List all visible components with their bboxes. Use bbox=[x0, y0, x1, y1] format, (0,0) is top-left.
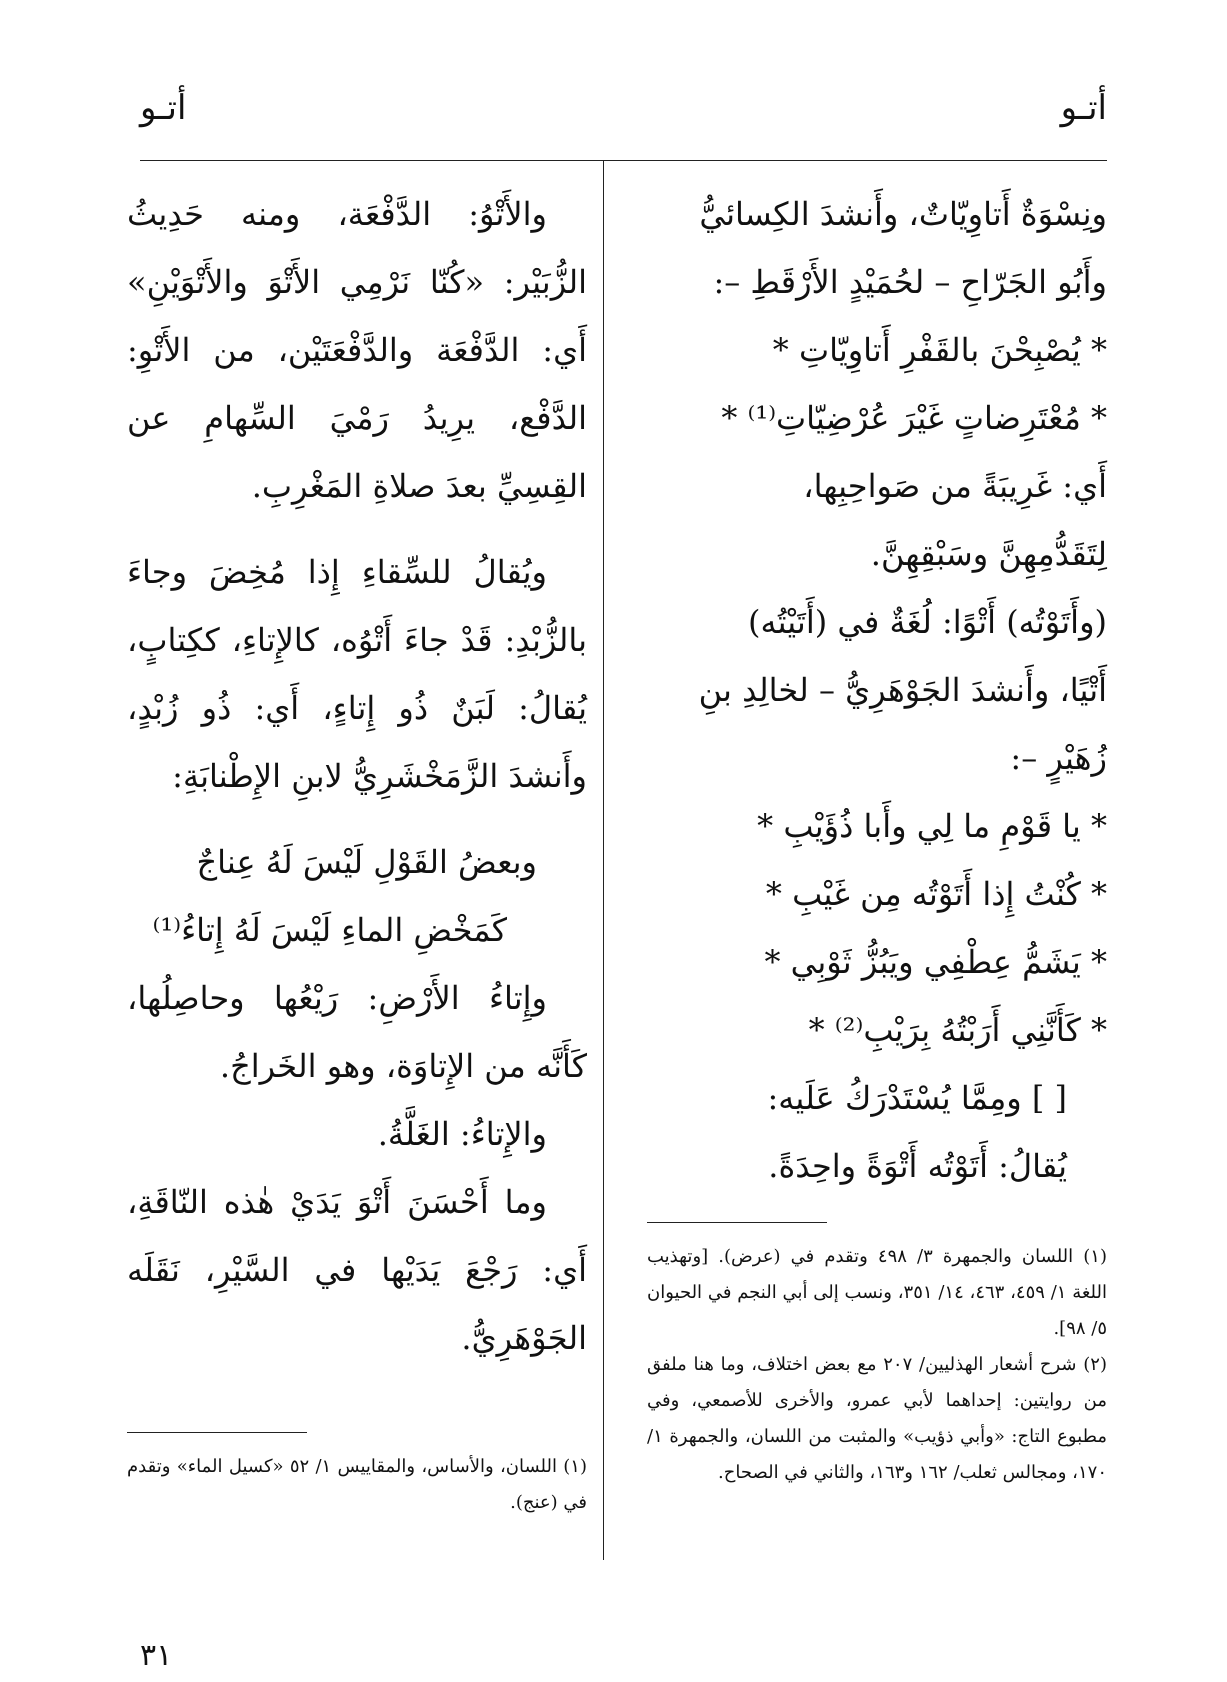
page-number: ٣١ bbox=[140, 1638, 173, 1673]
poem-line: وبعضُ القَوْلِ لَيْسَ لَهُ عِناجٌ bbox=[196, 843, 537, 881]
verse-line: * يُصْبِحْنَ بالقَفْرِ أَتاوِيّاتِ * bbox=[772, 331, 1107, 369]
text-line: زُهَيْرٍ –: bbox=[1010, 739, 1107, 777]
right-column bbox=[647, 180, 1107, 1491]
text-line: وأَبُو الجَرّاحِ – لحُمَيْدٍ الأَرْقَطِ –: bbox=[713, 263, 1107, 301]
verse-line: * كُنْتُ إِذا أَتَوْتُه مِن غَيْبِ * bbox=[765, 875, 1107, 913]
verse-line: * يا قَوْمِ ما لِي وأَبا ذُؤَيْبِ * bbox=[757, 807, 1107, 845]
text-line: أَتْيًا، وأَنشدَ الجَوْهَرِيُّ – لخالِدِ بنِ bbox=[698, 671, 1107, 709]
paragraph: ويُقالُ للسِّقاءِ إِذا مُخِضَ وجاءَ بالزُّبْدِ: قَدْ جاءَ أَتْوُه، كالإِتاءِ، ككِتابٍ، يُقالُ: لَبَنٌ ذُو إِتاءٍ، أَي: ذُو زُبْدٍ، وأَنشدَ الزَّمَخْشَرِيُّ لابنِ الإِطْنابَةِ: bbox=[127, 553, 587, 795]
paragraph: والأَتْوُ: الدَّفْعَة، ومنه حَدِيثُ الزُّبَيْر: «كُنّا نَرْمِي الأَتْوَ والأَتْوَيْنِ» أَي: الدَّفْعَة والدَّفْعَتَيْن، من الأَتْوِ: الدَّفْع، يرِيدُ رَمْيَ السِّهامِ عن القِسِيِّ بعدَ صلاةِ المَغْرِبِ. bbox=[127, 195, 587, 505]
verse-line: * مُعْتَرِضاتٍ غَيْرَ عُرْضِيّاتِ⁽¹⁾ * bbox=[721, 399, 1107, 437]
paragraph: وإِتاءُ الأَرْضِ: رَيْعُها وحاصِلُها، كَأَنَّه من الإِتاوَة، وهو الخَراجُ. bbox=[127, 979, 587, 1085]
column-divider bbox=[603, 160, 604, 1560]
verse-line: * كَأَنَّنِي أَرَبْتُهُ بِرَيْبِ⁽²⁾ * bbox=[808, 1011, 1107, 1049]
footnote: (١) اللسان، والأساس، والمقاييس ١/ ٥٢ «كسيل الماء» وتقدم في (عنج). bbox=[127, 1456, 587, 1513]
text-line: [ ] ومِمَّا يُسْتَدْرَكُ عَلَيه: bbox=[767, 1079, 1067, 1117]
running-header-left: أتـو bbox=[140, 88, 187, 128]
left-column bbox=[127, 180, 587, 1521]
text-line: (وأَتَوْتُه) أَتْوًا: لُغَةٌ في (أَتَيْتُه) bbox=[747, 603, 1107, 641]
footnote: (١) اللسان والجمهرة ٣/ ٤٩٨ وتقدم في (عرض). [وتهذيب اللغة ١/ ٤٥٩، ٤٦٣، ١٤/ ٣٥١، ونسب إلى أبي النجم في الحيوان ٥/ ٩٨]. bbox=[647, 1246, 1107, 1339]
footnote-rule bbox=[647, 1222, 827, 1223]
text-line: أَي: غَرِيبَةً من صَواحِبِها، bbox=[803, 467, 1107, 505]
text-line: لِتَقَدُّمِهِنَّ وسَبْقِهِنَّ. bbox=[870, 535, 1107, 573]
paragraph: وما أَحْسَنَ أَتْوَ يَدَيْ هٰذه النّاقَةِ، أَي: رَجْعَ يَدَيْها في السَّيْرِ، نَقَلَه الجَوْهَرِيُّ. bbox=[127, 1183, 587, 1357]
header-rule bbox=[140, 160, 1107, 161]
running-header-right: أتـو bbox=[1060, 88, 1107, 128]
verse-line: * يَشَمُّ عِطْفِي ويَبُزُّ ثَوْبِي * bbox=[764, 943, 1107, 981]
text-line: ونِسْوَةٌ أَتاوِيّاتٌ، وأَنشدَ الكِسائيُّ bbox=[699, 195, 1107, 233]
paragraph: والإِتاءُ: الغَلَّةُ. bbox=[377, 1115, 547, 1153]
poem-line: كَمَخْضِ الماءِ لَيْسَ لَهُ إِتاءُ⁽¹⁾ bbox=[152, 911, 507, 949]
footnote-rule bbox=[127, 1432, 307, 1433]
text-line: يُقالُ: أَتَوْتُه أَتْوَةً واحِدَةً. bbox=[768, 1147, 1067, 1185]
footnote: (٢) شرح أشعار الهذليين/ ٢٠٧ مع بعض اختلاف، وما هنا ملفق من روايتين: إحداهما لأبي عمرو، والأخرى للأصمعي، وفي مطبوع التاج: «وأبي ذؤيب» والمثبت من اللسان، والجمهرة ١/ ١٧٠، ومجالس ثعلب/ ١٦٢ و١٦٣، والثاني في الصحاح. bbox=[647, 1354, 1107, 1483]
